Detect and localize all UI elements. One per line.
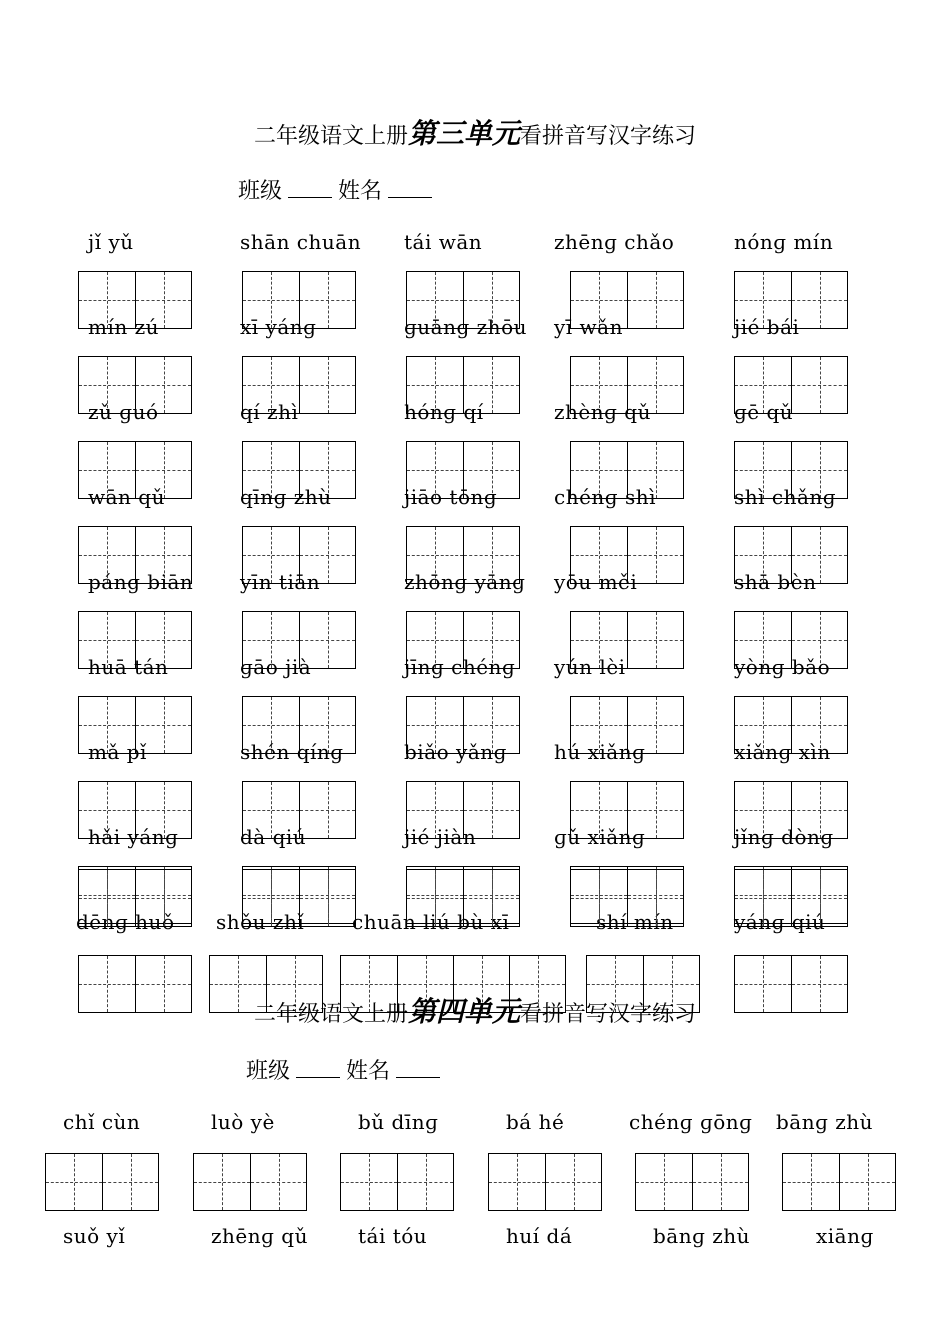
- pinyin-label: wān qǔ: [88, 485, 165, 509]
- pinyin-label: yī wǎn: [554, 315, 623, 339]
- pinyin-label: xiānɡ: [816, 1224, 874, 1248]
- pinyin-label: tái wān: [404, 230, 483, 254]
- tianzige-grid: [45, 1153, 159, 1211]
- worksheet-title: [0, 112, 950, 152]
- tianzige-grid: [78, 869, 192, 927]
- pinyin-label: mǎ pǐ: [88, 740, 147, 764]
- pinyin-label: shén qínɡ: [240, 740, 344, 764]
- writing-cell[interactable]: [545, 1154, 601, 1210]
- pinyin-label: ɡāo jià: [240, 655, 312, 679]
- writing-cell[interactable]: [735, 870, 791, 926]
- writing-cell[interactable]: [407, 870, 463, 926]
- writing-cell[interactable]: [341, 1154, 397, 1210]
- pinyin-label: yīn tiān: [240, 570, 321, 594]
- tianzige-grid: [488, 1153, 602, 1211]
- worksheet-title-2: [0, 990, 950, 1030]
- writing-cell[interactable]: [299, 870, 355, 926]
- pinyin-label: jié jiàn: [404, 825, 477, 849]
- writing-cell[interactable]: [463, 870, 519, 926]
- pinyin-label: yún lèi: [554, 655, 626, 679]
- pinyin-label: pánɡ biān: [88, 570, 194, 594]
- pinyin-label: nónɡ mín: [734, 230, 834, 254]
- pinyin-label: huí dá: [506, 1224, 573, 1248]
- pinyin-label: dēnɡ huǒ: [76, 910, 175, 934]
- pinyin-label: zhēnɡ qǔ: [211, 1224, 308, 1248]
- pinyin-label: xiǎnɡ xìn: [734, 740, 831, 764]
- writing-cell[interactable]: [46, 1154, 102, 1210]
- pinyin-label: biǎo yǎnɡ: [404, 740, 507, 764]
- writing-cell[interactable]: [135, 870, 191, 926]
- pinyin-label: jǐ yǔ: [88, 230, 134, 254]
- pinyin-label: hú xiǎnɡ: [554, 740, 646, 764]
- pinyin-label: bá hé: [506, 1110, 565, 1134]
- pinyin-label: huā tán: [88, 655, 169, 679]
- pinyin-label: bānɡ zhù: [653, 1224, 751, 1248]
- writing-cell[interactable]: [299, 357, 355, 413]
- writing-cell[interactable]: [636, 1154, 692, 1210]
- writing-cell[interactable]: [627, 870, 683, 926]
- pinyin-label: jié bái: [734, 315, 800, 339]
- class-name-line: [238, 174, 438, 205]
- pinyin-label: zhēnɡ chǎo: [554, 230, 675, 254]
- title-unit-2: 第四单元: [407, 995, 520, 1028]
- pinyin-label: zhōnɡ yānɡ: [404, 570, 526, 594]
- pinyin-label: ɡuānɡ zhōu: [404, 315, 527, 339]
- pinyin-label: jiāo tōnɡ: [404, 485, 498, 509]
- writing-cell[interactable]: [627, 612, 683, 668]
- writing-cell[interactable]: [791, 870, 847, 926]
- tianzige-grid: [406, 869, 520, 927]
- writing-cell[interactable]: [627, 272, 683, 328]
- pinyin-label: chuān liú bù xī: [352, 910, 510, 934]
- pinyin-label: yōu měi: [554, 570, 638, 594]
- pinyin-label: mín zú: [88, 315, 160, 339]
- pinyin-label: jīnɡ chénɡ: [404, 655, 516, 679]
- pinyin-label: dà qiú: [240, 825, 307, 849]
- pinyin-label: zhènɡ qǔ: [554, 400, 651, 424]
- tianzige-grid: [734, 869, 848, 927]
- tianzige-grid: [193, 1153, 307, 1211]
- pinyin-label: jǐnɡ dònɡ: [734, 825, 834, 849]
- pinyin-label: ɡē qǔ: [734, 400, 794, 424]
- pinyin-label: xī yánɡ: [240, 315, 317, 339]
- title-prefix-2: 二年级语文上册: [253, 1002, 408, 1027]
- pinyin-label: chénɡ shì: [554, 485, 656, 509]
- pinyin-label: suǒ yǐ: [63, 1224, 126, 1248]
- writing-cell[interactable]: [79, 870, 135, 926]
- writing-cell[interactable]: [194, 1154, 250, 1210]
- writing-cell[interactable]: [397, 1154, 453, 1210]
- writing-cell[interactable]: [791, 357, 847, 413]
- pinyin-label: shí mín: [596, 910, 674, 934]
- tianzige-grid: [635, 1153, 749, 1211]
- writing-cell[interactable]: [783, 1154, 839, 1210]
- writing-cell[interactable]: [102, 1154, 158, 1210]
- name-blank[interactable]: [388, 175, 432, 198]
- pinyin-label: hónɡ qí: [404, 400, 484, 424]
- pinyin-label: chǐ cùn: [63, 1110, 141, 1134]
- tianzige-grid: [340, 1153, 454, 1211]
- class-name-line-2: [246, 1054, 446, 1085]
- class-blank-2[interactable]: [296, 1055, 340, 1078]
- class-label: 班级: [238, 179, 283, 204]
- pinyin-label: zǔ ɡuó: [88, 400, 159, 424]
- title-unit: 第三单元: [407, 117, 520, 150]
- writing-cell[interactable]: [839, 1154, 895, 1210]
- pinyin-label: shì chǎnɡ: [734, 485, 837, 509]
- writing-cell[interactable]: [571, 870, 627, 926]
- pinyin-label: bǔ dīnɡ: [358, 1110, 439, 1134]
- title-prefix: 二年级语文上册: [253, 124, 408, 149]
- pinyin-label: qí zhì: [240, 400, 299, 424]
- tianzige-grid: [570, 869, 684, 927]
- pinyin-label: yánɡ qiú: [734, 910, 826, 934]
- pinyin-label: bānɡ zhù: [776, 1110, 874, 1134]
- tianzige-grid: [242, 869, 356, 927]
- writing-cell[interactable]: [243, 870, 299, 926]
- pinyin-label: yònɡ bǎo: [734, 655, 831, 679]
- pinyin-label: qīnɡ zhù: [240, 485, 332, 509]
- class-label-2: 班级: [246, 1059, 291, 1084]
- pinyin-label: hǎi yánɡ: [88, 825, 179, 849]
- name-label-2: 姓名: [346, 1059, 391, 1084]
- writing-cell[interactable]: [489, 1154, 545, 1210]
- pinyin-label: tái tóu: [358, 1224, 428, 1248]
- name-label: 姓名: [338, 179, 383, 204]
- writing-cell[interactable]: [250, 1154, 306, 1210]
- tianzige-grid: [782, 1153, 896, 1211]
- name-blank-2[interactable]: [396, 1055, 440, 1078]
- pinyin-label: luò yè: [211, 1110, 275, 1134]
- pinyin-label: chénɡ ɡōnɡ: [629, 1110, 753, 1134]
- writing-cell[interactable]: [299, 782, 355, 838]
- writing-cell[interactable]: [692, 1154, 748, 1210]
- pinyin-label: shān chuān: [240, 230, 362, 254]
- pinyin-label: shā bèn: [734, 570, 817, 594]
- class-blank[interactable]: [288, 175, 332, 198]
- title-suffix-2: 看拼音写汉字练习: [520, 1002, 697, 1027]
- title-suffix: 看拼音写汉字练习: [520, 124, 697, 149]
- pinyin-label: shǒu zhǐ: [216, 910, 305, 934]
- pinyin-label: ɡǔ xiǎnɡ: [554, 825, 646, 849]
